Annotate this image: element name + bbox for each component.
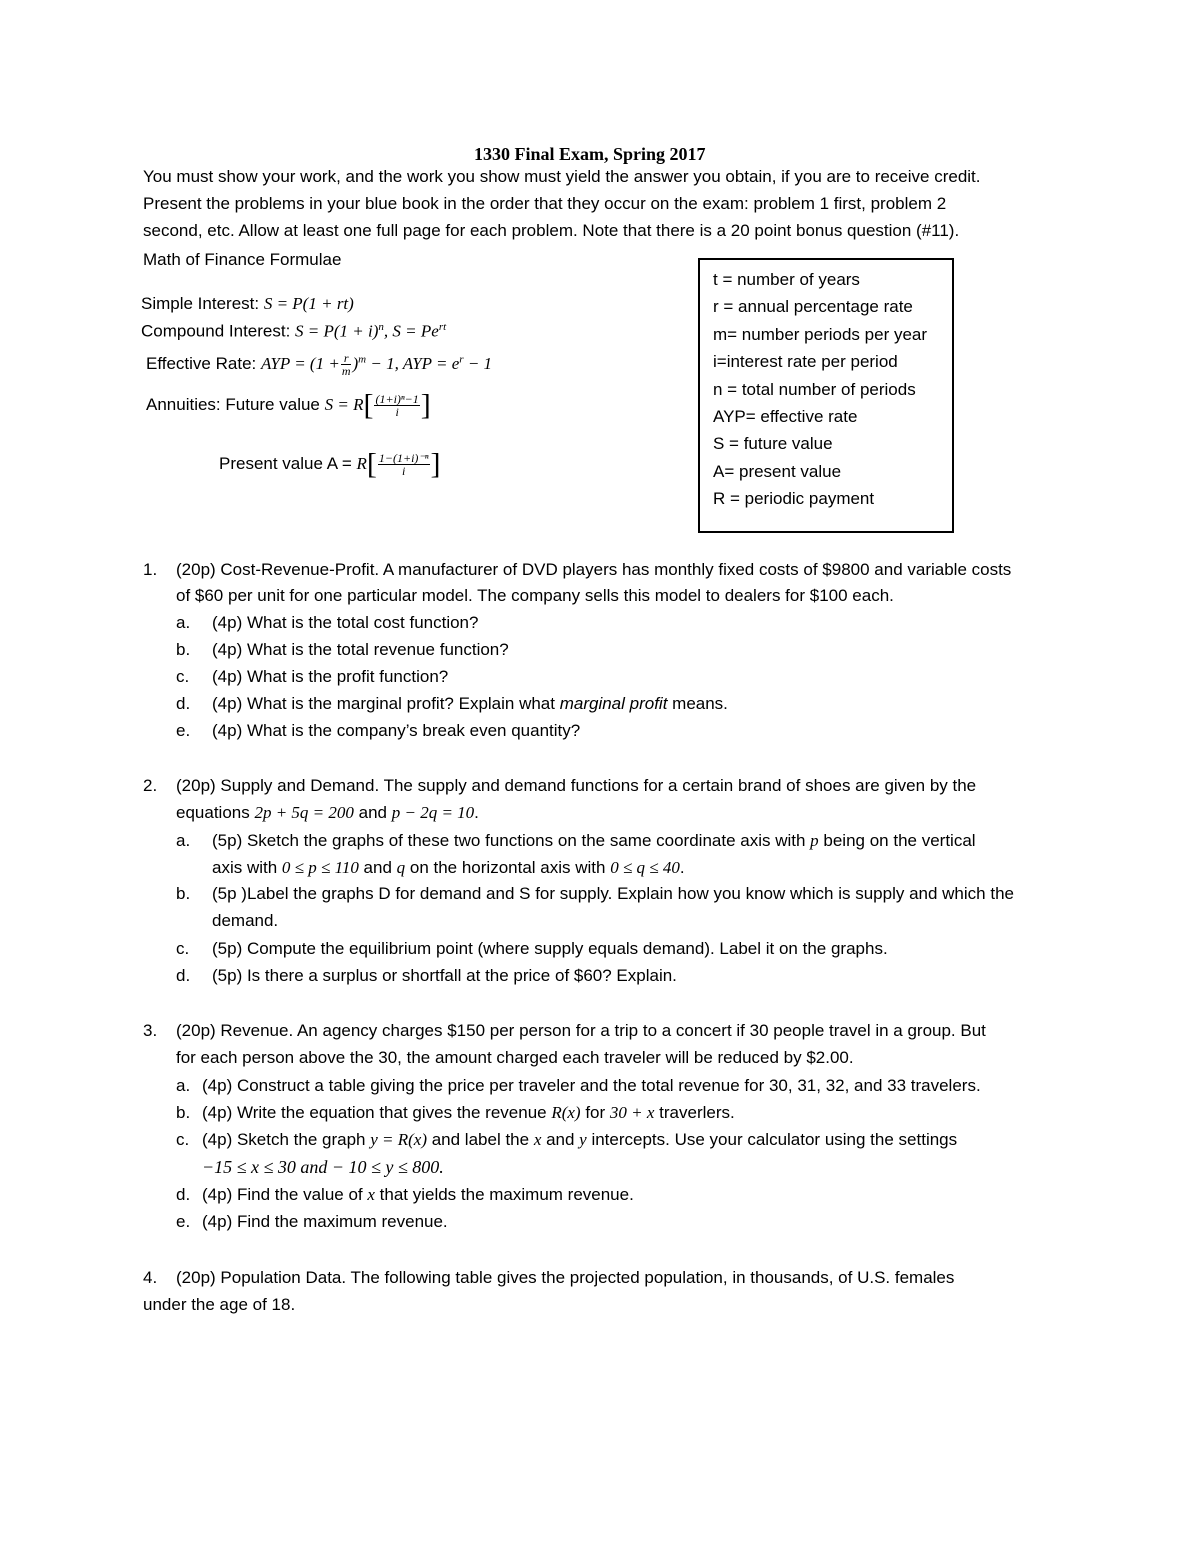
problem-2a-label: a.: [176, 831, 191, 850]
problem-2c-label: c.: [176, 939, 190, 958]
problem-2-line-2-c: .: [474, 803, 479, 822]
problem-3d-label: d.: [176, 1185, 191, 1204]
effective-rate-label: Effective Rate:: [146, 353, 261, 373]
problem-2a-line-1-b: being on the vertical: [818, 831, 976, 850]
left-bracket-icon: [: [366, 447, 377, 481]
problem-2b-line-1: (5p )Label the graphs D for demand and S for supply. Explain how you know which is supply and which the: [212, 884, 1014, 903]
effective-exponent-r: r: [459, 353, 464, 366]
calculator-settings: −15 ≤ x ≤ 30 and − 10 ≤ y ≤ 800.: [202, 1157, 444, 1177]
legend-item: R = periodic payment: [713, 489, 875, 509]
compound-interest-label: Compound Interest:: [141, 321, 296, 341]
supply-demand-equation-1: 2p + 5q = 200: [254, 803, 354, 822]
problem-3c-text-a: (4p) Sketch the graph: [202, 1130, 371, 1149]
effective-exponent-m: m: [358, 353, 367, 366]
revenue-function: R(x): [551, 1103, 581, 1122]
problem-4-number: 4.: [143, 1268, 158, 1287]
instruction-line-3: second, etc. Allow at least one full page for each problem. Note that there is a 20 point bonus question (#11).: [143, 221, 960, 240]
problem-1-number: 1.: [143, 560, 158, 579]
problem-1e-text: (4p) What is the company’s break even quantity?: [212, 721, 581, 740]
problem-3-line-2: for each person above the 30, the amount charged each traveler will be reduced by $2.00.: [176, 1048, 854, 1067]
present-fraction: [378, 452, 430, 477]
annuity-frac-den: i: [395, 405, 399, 419]
annuity-fraction: [374, 393, 419, 418]
problem-2-line-2-a: equations: [176, 803, 255, 822]
legend-item: n = total number of periods: [713, 379, 916, 399]
problem-3c-label: c.: [176, 1130, 190, 1149]
problem-3c-text-c: and: [541, 1130, 580, 1149]
problem-1a-text: (4p) What is the total cost function?: [212, 613, 479, 632]
variable-x: x: [533, 1130, 542, 1149]
simple-interest-label: Simple Interest:: [141, 294, 264, 313]
legend-item: AYP= effective rate: [713, 407, 858, 427]
effective-rate-formula: [146, 352, 492, 377]
effective-frac-den: m: [341, 364, 351, 378]
compound-equation-1: S = P(1 + i): [295, 321, 379, 341]
effective-equation-a: AYP = (1 +: [260, 353, 340, 373]
problem-1-line-1: (20p) Cost-Revenue-Profit. A manufacturer of DVD players has monthly fixed costs of $9800 and variable costs: [176, 560, 1012, 579]
problem-1d-emphasis: marginal profit: [559, 694, 668, 713]
problem-3a-label: a.: [176, 1076, 191, 1095]
problem-1b-label: b.: [176, 640, 191, 659]
problem-2-line-2-b: and: [353, 803, 392, 822]
present-equation: R: [356, 453, 367, 473]
problem-2a-line-2-a: axis with: [212, 858, 282, 877]
traveler-count: 30 + x: [609, 1103, 655, 1122]
legend-item: A= present value: [713, 461, 842, 481]
problem-2a-line-1: [212, 827, 976, 854]
problem-2d-label: d.: [176, 966, 191, 985]
problem-2a-line-1-a: (5p) Sketch the graphs of these two functions on the same coordinate axis with: [212, 831, 811, 850]
present-value-label: Present value A =: [219, 453, 357, 473]
problem-3b-text: [202, 1099, 735, 1126]
problem-1-line-2: of $60 per unit for one particular model. The company sells this model to dealers for $100 each.: [176, 586, 894, 605]
problem-2-line-2: [176, 799, 479, 826]
problem-3c-text: [202, 1126, 957, 1153]
present-value-formula: [219, 447, 441, 481]
problem-2a-line-2-b: and: [358, 858, 397, 877]
compound-exponent-2: rt: [438, 321, 447, 333]
variable-q: q: [396, 858, 406, 877]
variable-x: x: [367, 1185, 375, 1204]
q-range: 0 ≤ q ≤ 40: [610, 858, 680, 877]
problem-3c-text-d: intercepts. Use your calculator using the settings: [586, 1130, 958, 1149]
problem-3b-text-b: for: [580, 1103, 610, 1122]
p-range: 0 ≤ p ≤ 110: [281, 858, 359, 877]
problem-1d-text-a: (4p) What is the marginal profit? Explain what: [212, 694, 560, 713]
graph-equation: y = R(x): [370, 1130, 427, 1149]
instruction-line-2: Present the problems in your blue book in the order that they occur on the exam: problem 1 first, problem 2: [143, 194, 947, 213]
problem-3d-text: [202, 1181, 634, 1208]
legend-item: t = number of years: [713, 270, 860, 289]
instruction-line-1: You must show your work, and the work you show must yield the answer you obtain, if you are to receive credit.: [143, 167, 981, 186]
annuity-label: Annuities: Future value: [146, 394, 325, 414]
problem-2b-line-2: demand.: [212, 911, 279, 930]
effective-equation-d: − 1: [463, 353, 493, 373]
legend-item: m= number periods per year: [713, 324, 928, 344]
problem-2c-text: (5p) Compute the equilibrium point (where supply equals demand). Label it on the graphs.: [212, 939, 888, 958]
legend-item: r = annual percentage rate: [713, 297, 913, 317]
effective-fraction: [341, 352, 352, 377]
present-frac-num: 1−(1+i)⁻ⁿ: [378, 451, 429, 465]
legend-item: S = future value: [713, 434, 833, 454]
problem-3b-text-c: traverlers.: [654, 1103, 735, 1122]
problem-3e-label: e.: [176, 1212, 191, 1231]
problem-1a-label: a.: [176, 613, 191, 632]
problem-1c-text: (4p) What is the profit function?: [212, 667, 449, 686]
effective-equation-c: − 1, AYP = e: [366, 353, 460, 373]
problem-1c-label: c.: [176, 667, 190, 686]
effective-frac-num: r: [341, 352, 352, 365]
problem-3b-text-a: (4p) Write the equation that gives the revenue: [202, 1103, 552, 1122]
right-bracket-icon: ]: [420, 388, 431, 422]
problem-3-number: 3.: [143, 1021, 158, 1040]
left-bracket-icon: [: [363, 388, 374, 422]
problem-3d-text-a: (4p) Find the value of: [202, 1185, 368, 1204]
problem-2-number: 2.: [143, 776, 158, 795]
effective-equation-b: ): [352, 353, 359, 373]
right-bracket-icon: ]: [430, 447, 441, 481]
simple-interest-formula: [141, 294, 354, 314]
problem-2a-line-2: [212, 854, 685, 881]
problem-2a-line-2-c: on the horizontal axis with: [405, 858, 611, 877]
problem-3e-text: (4p) Find the maximum revenue.: [202, 1212, 448, 1231]
problem-2a-line-2-d: .: [679, 858, 685, 877]
compound-interest-formula: [141, 321, 446, 342]
problem-1e-label: e.: [176, 721, 191, 740]
problem-2b-label: b.: [176, 884, 191, 903]
problem-1d-text: [212, 690, 728, 717]
problem-1b-text: (4p) What is the total revenue function?: [212, 640, 509, 659]
problem-4-line-2: under the age of 18.: [143, 1295, 296, 1314]
problem-1d-text-b: means.: [667, 694, 728, 713]
compound-equation-2: , S = Pe: [383, 321, 439, 341]
annuity-frac-num: (1+i)ⁿ−1: [375, 392, 419, 406]
variable-y: y: [579, 1130, 587, 1149]
problem-3a-text: (4p) Construct a table giving the price per traveler and the total revenue for 30, 31, 32, and 33 travelers.: [202, 1076, 981, 1095]
variable-p: p: [810, 831, 819, 850]
formulae-heading: Math of Finance Formulae: [143, 250, 342, 269]
problem-3c-text-b: and label the: [427, 1130, 534, 1149]
supply-demand-equation-2: p − 2q = 10: [391, 803, 475, 822]
variable-legend-box: [698, 258, 954, 533]
problem-3d-text-b: that yields the maximum revenue.: [374, 1185, 634, 1204]
problem-2-line-1: (20p) Supply and Demand. The supply and demand functions for a certain brand of shoes are given by the: [176, 776, 977, 795]
present-frac-den: i: [402, 464, 406, 478]
annuity-equation: S = R: [324, 394, 364, 414]
problem-2d-text: (5p) Is there a surplus or shortfall at the price of $60? Explain.: [212, 966, 677, 985]
compound-exponent-1: n: [378, 321, 384, 333]
problem-4-line-1: (20p) Population Data. The following table gives the projected population, in thousands, of U.S. females: [176, 1268, 955, 1287]
legend-item: i=interest rate per period: [713, 352, 898, 372]
annuity-future-formula: [146, 388, 431, 422]
problem-1d-label: d.: [176, 694, 191, 713]
problem-3b-label: b.: [176, 1103, 191, 1122]
simple-interest-equation: S = P(1 + rt): [263, 294, 354, 313]
page-title: 1330 Final Exam, Spring 2017: [474, 144, 706, 164]
problem-3-line-1: (20p) Revenue. An agency charges $150 per person for a trip to a concert if 30 people travel in a group. But: [176, 1021, 986, 1040]
